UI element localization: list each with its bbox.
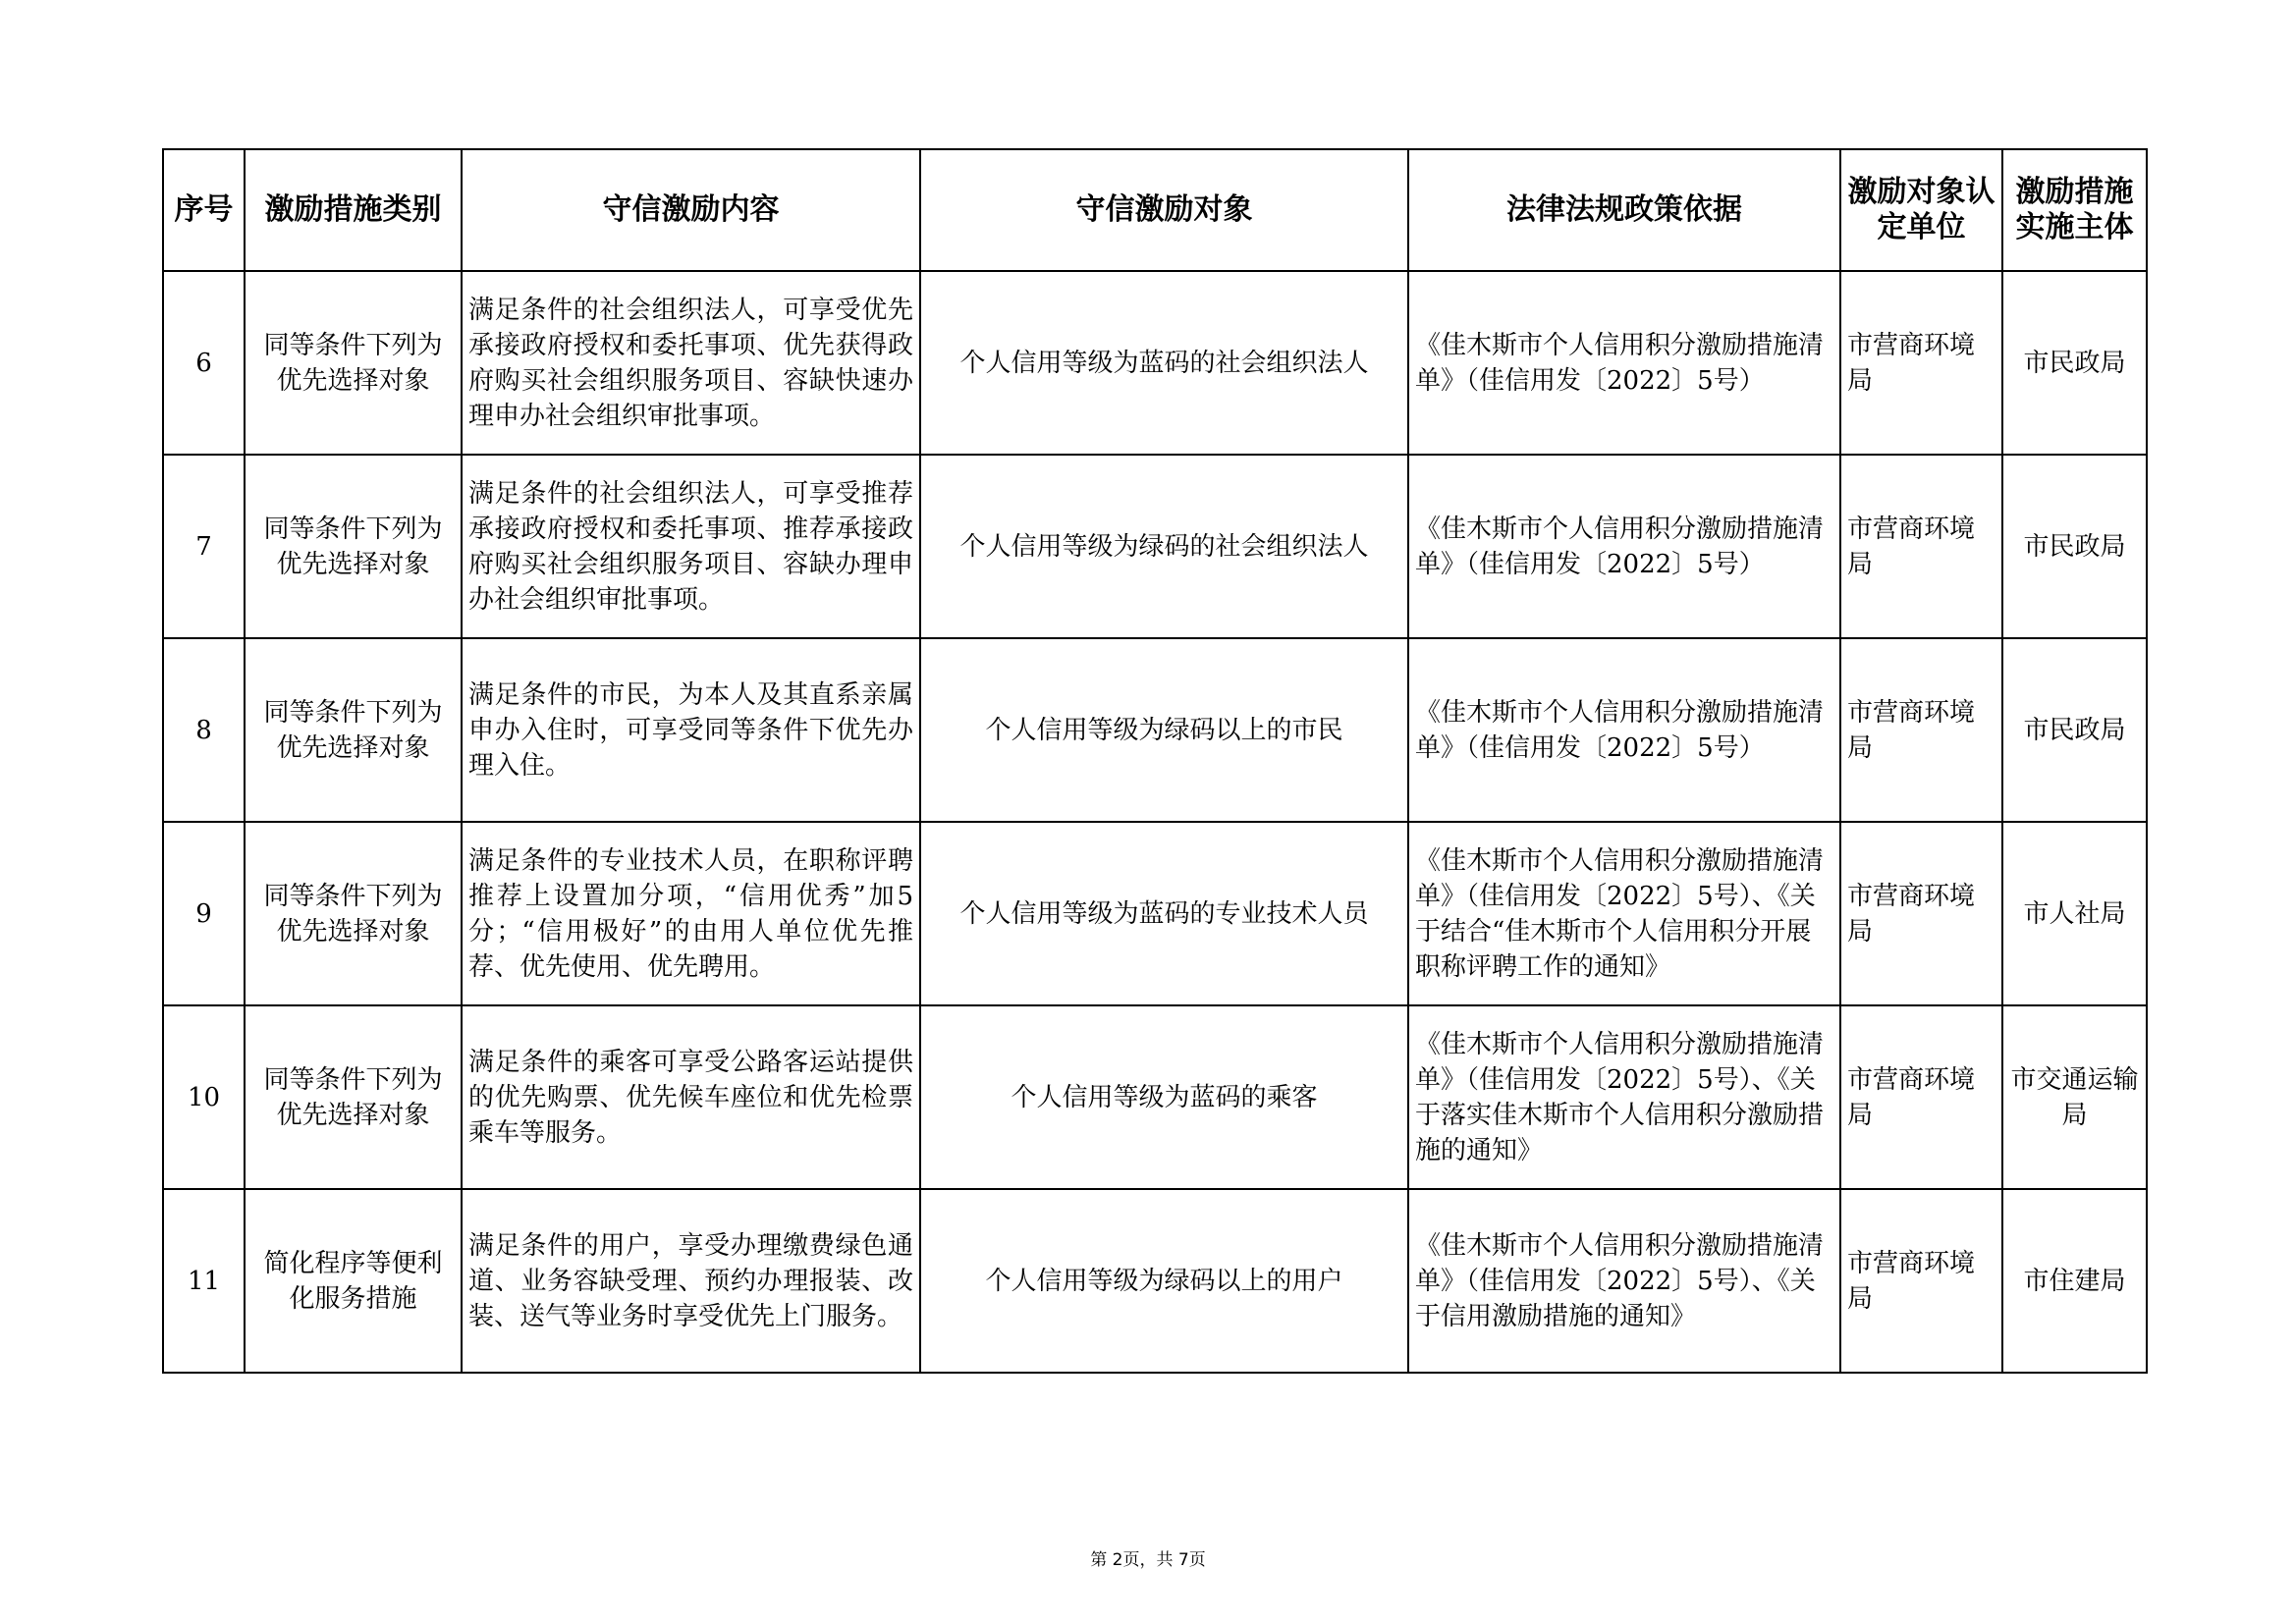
cell-content: 满足条件的社会组织法人，可享受优先承接政府授权和委托事项、优先获得政府购买社会组织服务项目、容缺快速办理申办社会组织审批事项。 bbox=[462, 271, 920, 455]
cell-identify-unit: 市营商环境局 bbox=[1840, 1005, 2002, 1189]
cell-implementer: 市民政局 bbox=[2002, 271, 2147, 455]
table-row bbox=[163, 271, 2147, 455]
cell-content: 满足条件的用户，享受办理缴费绿色通道、业务容缺受理、预约办理报装、改装、送气等业务时享受优先上门服务。 bbox=[462, 1189, 920, 1373]
cell-implementer: 市交通运输局 bbox=[2002, 1005, 2147, 1189]
cell-basis: 《佳木斯市个人信用积分激励措施清单》（佳信用发〔2022〕5号） bbox=[1408, 455, 1840, 638]
header-identify-unit: 激励对象认定单位 bbox=[1840, 149, 2002, 271]
incentive-measures-table bbox=[162, 148, 2148, 1374]
cell-identify-unit: 市营商环境局 bbox=[1840, 271, 2002, 455]
cell-basis: 《佳木斯市个人信用积分激励措施清单》（佳信用发〔2022〕5号）、《关于落实佳木斯市个人信用积分激励措施的通知》 bbox=[1408, 1005, 1840, 1189]
cell-target: 个人信用等级为绿码以上的用户 bbox=[920, 1189, 1408, 1373]
cell-no: 10 bbox=[163, 1005, 245, 1189]
cell-category: 同等条件下列为优先选择对象 bbox=[245, 638, 462, 822]
header-content: 守信激励内容 bbox=[462, 149, 920, 271]
cell-target: 个人信用等级为绿码的社会组织法人 bbox=[920, 455, 1408, 638]
table-row bbox=[163, 638, 2147, 822]
cell-content: 满足条件的市民，为本人及其直系亲属申办入住时，可享受同等条件下优先办理入住。 bbox=[462, 638, 920, 822]
cell-implementer: 市民政局 bbox=[2002, 638, 2147, 822]
cell-no: 8 bbox=[163, 638, 245, 822]
cell-content: 满足条件的乘客可享受公路客运站提供的优先购票、优先候车座位和优先检票乘车等服务。 bbox=[462, 1005, 920, 1189]
cell-implementer: 市住建局 bbox=[2002, 1189, 2147, 1373]
cell-no: 11 bbox=[163, 1189, 245, 1373]
page-number-footer: 第 2页，共 7页 bbox=[1090, 1550, 1206, 1570]
table-row bbox=[163, 822, 2147, 1005]
cell-target: 个人信用等级为蓝码的乘客 bbox=[920, 1005, 1408, 1189]
table-row bbox=[163, 1005, 2147, 1189]
cell-basis: 《佳木斯市个人信用积分激励措施清单》（佳信用发〔2022〕5号）、《关于结合“佳木斯市个人信用积分开展职称评聘工作的通知》 bbox=[1408, 822, 1840, 1005]
cell-identify-unit: 市营商环境局 bbox=[1840, 1189, 2002, 1373]
table-row bbox=[163, 1189, 2147, 1373]
cell-no: 6 bbox=[163, 271, 245, 455]
cell-implementer: 市人社局 bbox=[2002, 822, 2147, 1005]
cell-category: 同等条件下列为优先选择对象 bbox=[245, 822, 462, 1005]
header-implementer: 激励措施实施主体 bbox=[2002, 149, 2147, 271]
table-header-row bbox=[163, 149, 2147, 271]
cell-category: 简化程序等便利化服务措施 bbox=[245, 1189, 462, 1373]
cell-content: 满足条件的专业技术人员，在职称评聘推荐上设置加分项，“信用优秀”加5分；“信用极好”的由用人单位优先推荐、优先使用、优先聘用。 bbox=[462, 822, 920, 1005]
cell-basis: 《佳木斯市个人信用积分激励措施清单》（佳信用发〔2022〕5号） bbox=[1408, 638, 1840, 822]
cell-category: 同等条件下列为优先选择对象 bbox=[245, 1005, 462, 1189]
cell-identify-unit: 市营商环境局 bbox=[1840, 638, 2002, 822]
cell-target: 个人信用等级为蓝码的社会组织法人 bbox=[920, 271, 1408, 455]
cell-category: 同等条件下列为优先选择对象 bbox=[245, 455, 462, 638]
header-basis: 法律法规政策依据 bbox=[1408, 149, 1840, 271]
table-row bbox=[163, 455, 2147, 638]
cell-target: 个人信用等级为蓝码的专业技术人员 bbox=[920, 822, 1408, 1005]
cell-no: 7 bbox=[163, 455, 245, 638]
cell-category: 同等条件下列为优先选择对象 bbox=[245, 271, 462, 455]
cell-identify-unit: 市营商环境局 bbox=[1840, 455, 2002, 638]
cell-basis: 《佳木斯市个人信用积分激励措施清单》（佳信用发〔2022〕5号） bbox=[1408, 271, 1840, 455]
cell-identify-unit: 市营商环境局 bbox=[1840, 822, 2002, 1005]
cell-basis: 《佳木斯市个人信用积分激励措施清单》（佳信用发〔2022〕5号）、《关于信用激励措施的通知》 bbox=[1408, 1189, 1840, 1373]
cell-no: 9 bbox=[163, 822, 245, 1005]
header-no: 序号 bbox=[163, 149, 245, 271]
cell-implementer: 市民政局 bbox=[2002, 455, 2147, 638]
cell-target: 个人信用等级为绿码以上的市民 bbox=[920, 638, 1408, 822]
cell-content: 满足条件的社会组织法人，可享受推荐承接政府授权和委托事项、推荐承接政府购买社会组织服务项目、容缺办理申办社会组织审批事项。 bbox=[462, 455, 920, 638]
header-category: 激励措施类别 bbox=[245, 149, 462, 271]
header-target: 守信激励对象 bbox=[920, 149, 1408, 271]
